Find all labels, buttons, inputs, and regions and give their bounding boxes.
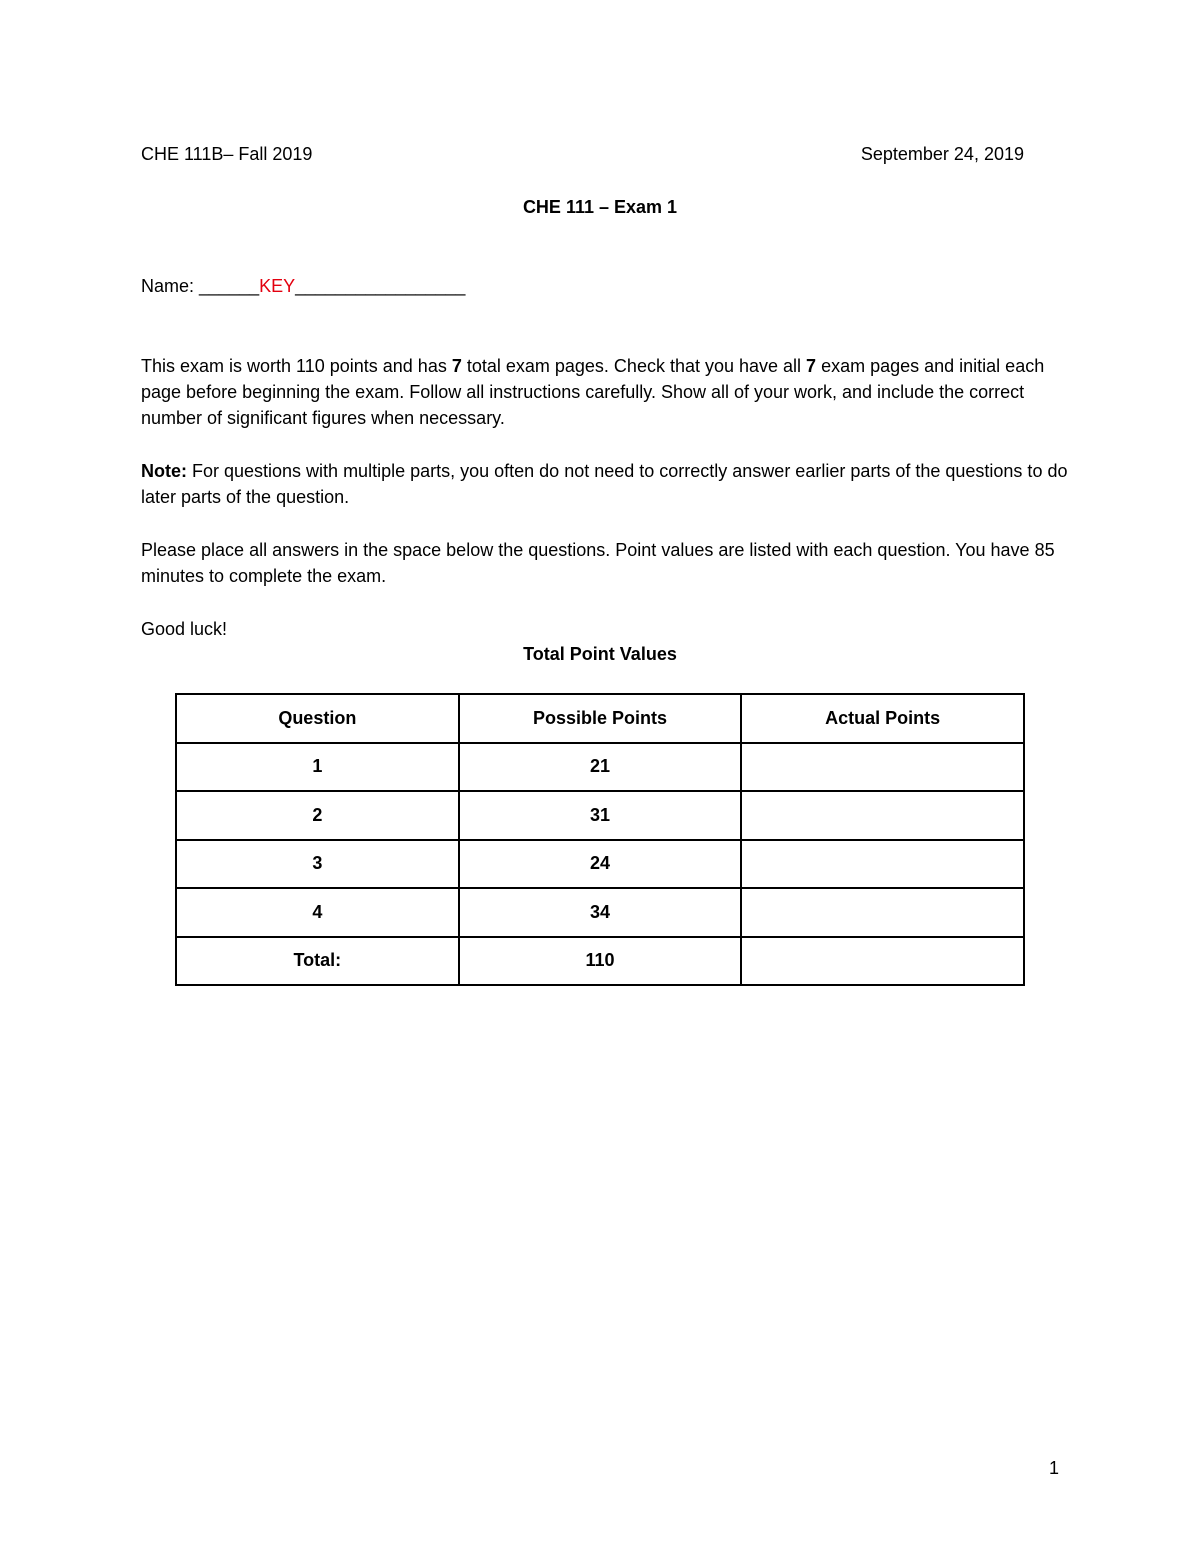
exam-date: September 24, 2019 — [860, 144, 1024, 164]
table-title: Total Point Values — [523, 644, 677, 664]
table-header-row — [176, 694, 1024, 743]
exam-title: CHE 111 – Exam 1 — [522, 197, 678, 217]
question-cell: 2 — [176, 791, 459, 840]
table-row — [176, 840, 1024, 889]
note-label: Note: — [141, 461, 187, 481]
actual-points-cell[interactable] — [741, 791, 1024, 840]
possible-points-cell: 21 — [459, 743, 742, 792]
point-values-table — [175, 693, 1025, 986]
question-cell: 4 — [176, 888, 459, 937]
actual-points-cell[interactable] — [741, 840, 1024, 889]
table-total-row — [176, 937, 1024, 986]
header-possible-points: Possible Points — [459, 694, 742, 743]
page-count-bold: 7 — [806, 356, 817, 376]
total-possible-cell: 110 — [459, 937, 742, 986]
possible-points-cell: 31 — [459, 791, 742, 840]
possible-points-cell: 24 — [459, 840, 742, 889]
actual-points-cell[interactable] — [741, 888, 1024, 937]
answers-paragraph: Please place all answers in the space below the questions. Point values are listed with each question. You have 85 minutes to complete the exam. — [141, 540, 1055, 586]
name-key-value: KEY — [259, 276, 296, 296]
name-blank-before: ______ — [199, 276, 260, 296]
instructions-text: exam pages and initial each page before beginning the exam. Follow all instructions carefully. Show all of your work, and include the correct number of significant figures when necessary. — [141, 356, 1045, 428]
course-label: CHE 111B– Fall 2019 — [141, 144, 313, 164]
page-count-bold: 7 — [451, 356, 462, 376]
good-luck-text: Good luck! — [141, 619, 228, 639]
name-label: Name: — [141, 276, 200, 296]
page-number: 1 — [1048, 1458, 1059, 1478]
note-paragraph — [141, 458, 1071, 510]
header-actual-points: Actual Points — [741, 694, 1024, 743]
question-cell: 1 — [176, 743, 459, 792]
instructions-text: This exam is worth 110 points and has — [141, 356, 452, 376]
header-question: Question — [176, 694, 459, 743]
total-actual-cell[interactable] — [741, 937, 1024, 986]
table-row — [176, 791, 1024, 840]
table-row — [176, 888, 1024, 937]
name-blank-after: _________________ — [295, 276, 466, 296]
possible-points-cell: 34 — [459, 888, 742, 937]
table-row — [176, 743, 1024, 792]
actual-points-cell[interactable] — [741, 743, 1024, 792]
total-label-cell: Total: — [176, 937, 459, 986]
name-line — [141, 276, 465, 297]
instructions-paragraph — [141, 353, 1071, 431]
question-cell: 3 — [176, 840, 459, 889]
note-text: For questions with multiple parts, you often do not need to correctly answer earlier parts of the questions to do later parts of the question. — [141, 461, 1068, 507]
instructions-text: total exam pages. Check that you have all — [461, 356, 807, 376]
